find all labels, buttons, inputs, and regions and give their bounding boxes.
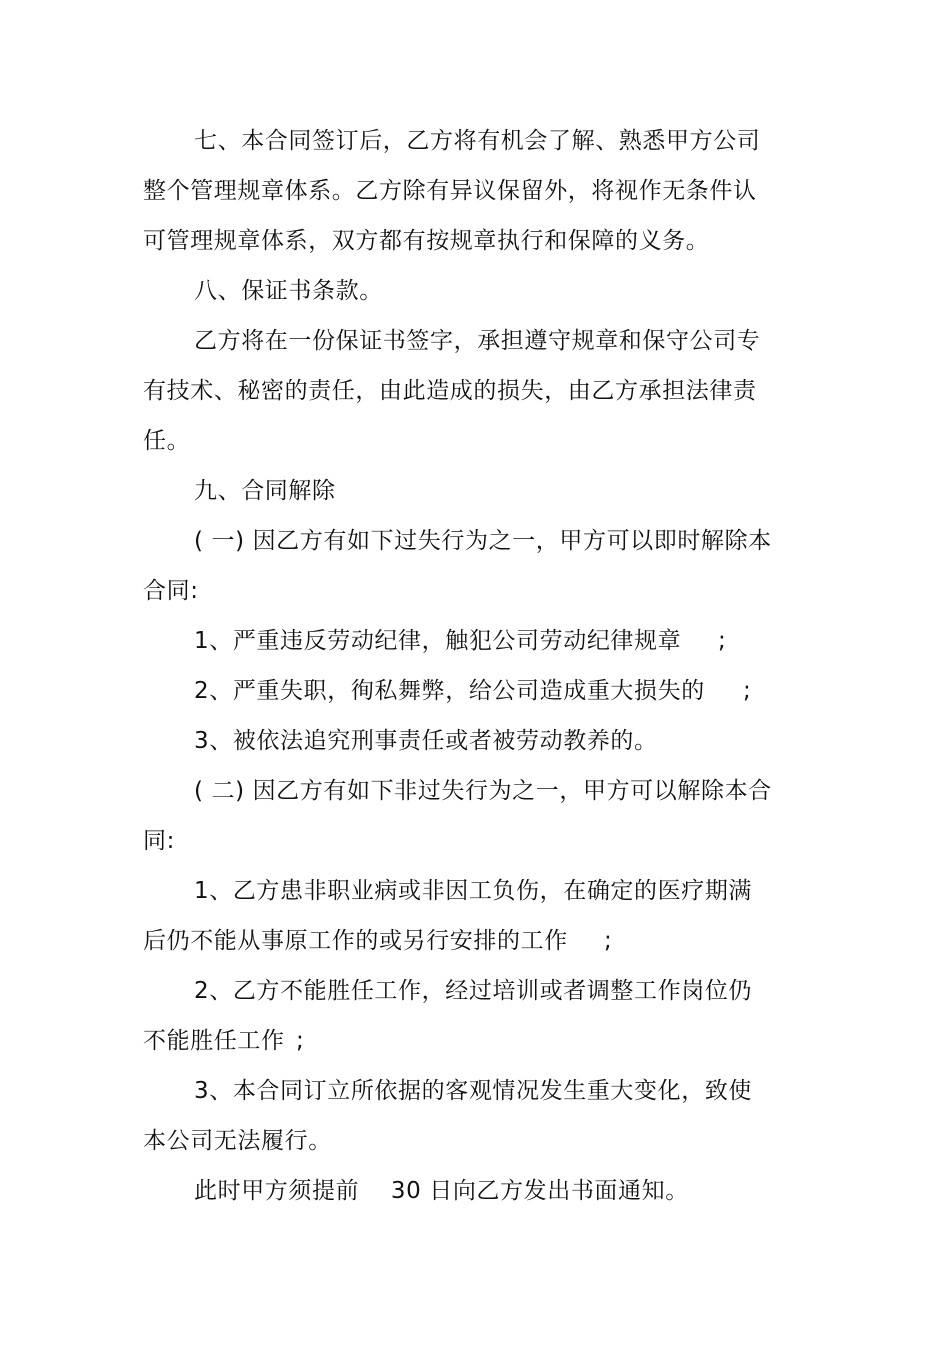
clause-9-section-2-line-1: ( 二) 因乙方有如下非过失行为之一，甲方可以解除本合: [194, 778, 772, 804]
clause-9-section-1-line-1: ( 一) 因乙方有如下过失行为之一，甲方可以即时解除本: [194, 528, 772, 554]
section-2-item-2-line-2: 不能胜任工作: [143, 1028, 285, 1054]
clause-9-section-2-line-2: 同:: [143, 828, 175, 854]
section-2-item-3-line-2: 本公司无法履行。: [143, 1128, 332, 1154]
clause-8-line-2: 有技术、秘密的责任，由此造成的损失，由乙方承担法律责: [143, 378, 757, 404]
section-1-item-2: 2、严重失职，徇私舞弊，给公司造成重大损失的: [194, 678, 705, 704]
notice-line: 此时甲方须提前 30 日向乙方发出书面通知。: [194, 1178, 689, 1204]
clause-8-line-1: 乙方将在一份保证书签字，承担遵守规章和保守公司专: [194, 328, 761, 354]
clause-9-section-1-line-2: 合同:: [143, 578, 199, 604]
section-2-item-1-line-1: 1、乙方患非职业病或非因工负伤，在确定的医疗期满: [194, 878, 753, 904]
clause-9-heading: 九、合同解除: [194, 478, 336, 504]
section-2-item-1-line-2: 后仍不能从事原工作的或另行安排的工作: [143, 928, 568, 954]
section-2-item-1-semicolon: ;: [604, 928, 612, 954]
clause-7-line-1: 七、本合同签订后，乙方将有机会了解、熟悉甲方公司: [194, 128, 761, 154]
section-2-item-2-semicolon: ;: [296, 1028, 304, 1054]
clause-8-heading: 八、保证书条款。: [194, 278, 383, 304]
section-2-item-3-line-1: 3、本合同订立所依据的客观情况发生重大变化，致使: [194, 1078, 753, 1104]
clause-7-line-2: 整个管理规章体系。乙方除有异议保留外，将视作无条件认: [143, 178, 757, 204]
section-1-item-3: 3、被依法追究刑事责任或者被劳动教养的。: [194, 728, 658, 754]
section-1-item-1-semicolon: ;: [718, 628, 726, 654]
section-2-item-2-line-1: 2、乙方不能胜任工作，经过培训或者调整工作岗位仍: [194, 978, 753, 1004]
section-1-item-1: 1、严重违反劳动纪律，触犯公司劳动纪律规章: [194, 628, 682, 654]
section-1-item-2-semicolon: ;: [743, 678, 751, 704]
clause-7-line-3: 可管理规章体系，双方都有按规章执行和保障的义务。: [143, 228, 710, 254]
clause-8-line-3: 任。: [143, 428, 191, 454]
